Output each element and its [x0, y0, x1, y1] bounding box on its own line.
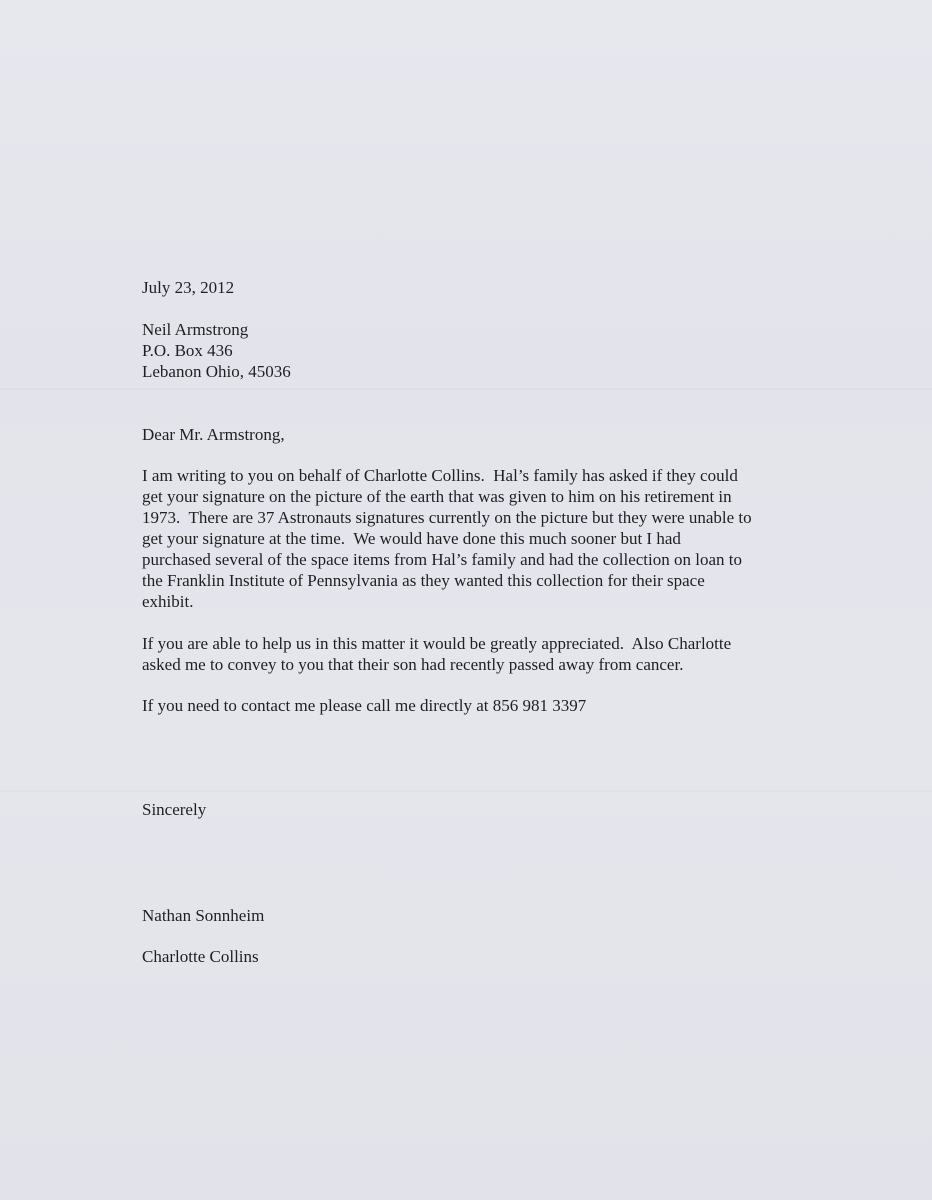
paragraph-line: I am writing to you on behalf of Charlotte Collins. Hal’s family has asked if they could — [142, 466, 738, 485]
paragraph-line: purchased several of the space items from Hal’s family and had the collection on loan to — [142, 550, 742, 569]
recipient-name: Neil Armstrong — [142, 320, 249, 339]
body-paragraph-1 — [142, 465, 812, 612]
paragraph-line: exhibit. — [142, 592, 194, 611]
salutation-text: Dear Mr. Armstrong, — [142, 425, 285, 444]
signer-text: Nathan Sonnheim — [142, 906, 265, 925]
paragraph-line: get your signature on the picture of the earth that was given to him on his retirement in — [142, 487, 732, 506]
paper-fold-line — [0, 388, 932, 390]
signer-text: Charlotte Collins — [142, 947, 259, 966]
paragraph-line: If you need to contact me please call me directly at 856 981 3397 — [142, 696, 587, 715]
body-paragraph-2 — [142, 633, 812, 675]
closing-text: Sincerely — [142, 800, 207, 819]
recipient-address — [142, 319, 812, 382]
date-text: July 23, 2012 — [142, 278, 235, 297]
letter-date — [142, 277, 812, 298]
paragraph-line: get your signature at the time. We would have done this much sooner but I had — [142, 529, 681, 548]
paragraph-line: asked me to convey to you that their son had recently passed away from cancer. — [142, 655, 684, 674]
signer-name-2 — [142, 946, 812, 967]
signer-name-1 — [142, 905, 812, 926]
body-paragraph-3 — [142, 695, 812, 716]
paragraph-line: If you are able to help us in this matter it would be greatly appreciated. Also Charlotte — [142, 634, 732, 653]
salutation — [142, 424, 812, 445]
paragraph-line: 1973. There are 37 Astronauts signatures currently on the picture but they were unable to — [142, 508, 752, 527]
closing — [142, 799, 812, 820]
recipient-address-line2: Lebanon Ohio, 45036 — [142, 362, 291, 381]
recipient-address-line1: P.O. Box 436 — [142, 341, 233, 360]
paper-fold-line — [0, 790, 932, 792]
paragraph-line: the Franklin Institute of Pennsylvania as they wanted this collection for their space — [142, 571, 705, 590]
